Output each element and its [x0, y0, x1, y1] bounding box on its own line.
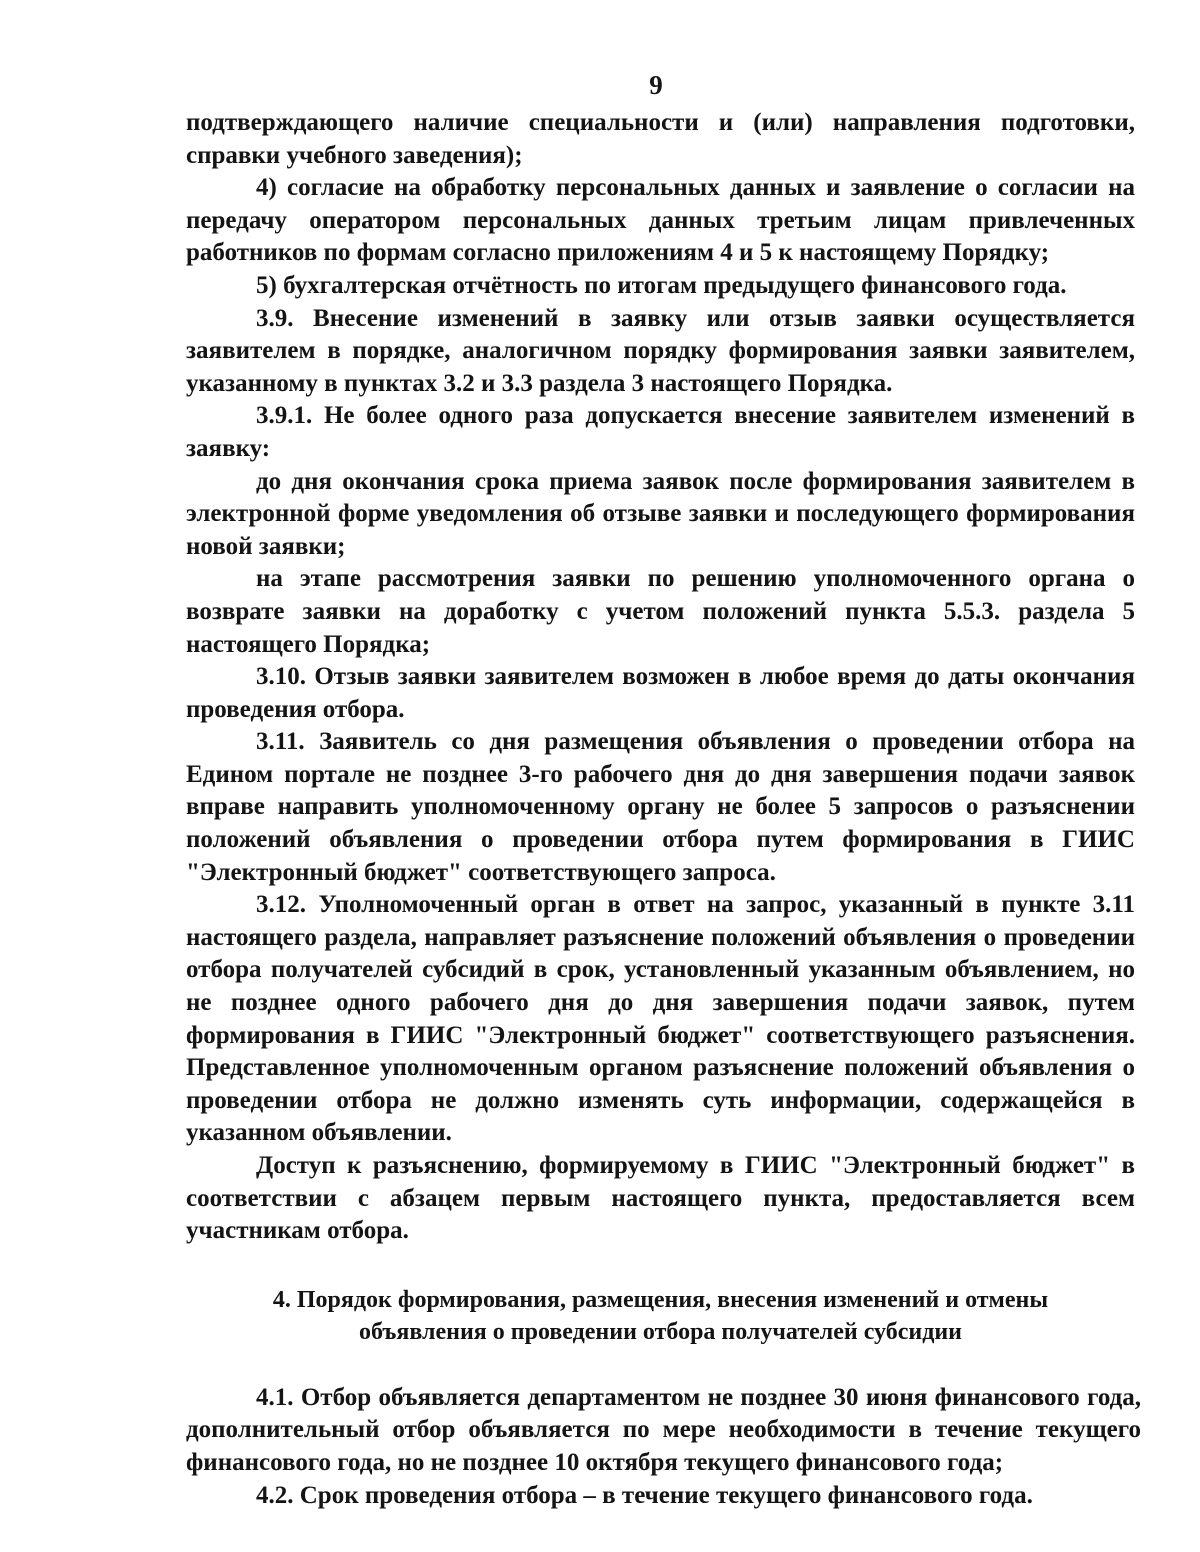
paragraph: 3.11. Заявитель со дня размещения объявления о проведении отбора на Едином портале не позднее 3-го рабочего дня до дня завершения подачи заявок вправе направить уполномоченному органу не более 5 запросов о разъяснении положений объявления о проведении отбора путем формирования в ГИИС "Электронный бюджет" соответствующего запроса. — [186, 728, 1135, 886]
paragraph: 3.12. Уполномоченный орган в ответ на запрос, указанный в пункте 3.11 настоящего раздела, направляет разъяснение положений объявления о проведении отбора получателей субсидий в срок, установленный указанным объявлением, но не позднее одного рабочего дня до дня завершения подачи заявок, путем формирования в ГИИС "Электронный бюджет" соответствующего разъяснения. Представленное уполномоченным органом разъяснение положений объявления о проведении отбора не должно изменять суть информации, содержащейся в указанном объявлении. — [186, 891, 1135, 1147]
paragraph: 3.9. Внесение изменений в заявку или отзыв заявки осуществляется заявителем в порядке, аналогичном порядку формирования заявки заявителем, указанному в пунктах 3.2 и 3.3 раздела 3 настоящего Порядка. — [186, 304, 1135, 397]
paragraph: подтверждающего наличие специальности и (или) направления подготовки, справки учебного заведения); — [186, 109, 1135, 169]
paragraph: Доступ к разъяснению, формируемому в ГИИС "Электронный бюджет" в соответствии с абзацем первым настоящего пункта, предоставляется всем участникам отбора. — [186, 1152, 1135, 1245]
section-title-line: 4. Порядок формирования, размещения, внесения изменений и отмены — [272, 1286, 1049, 1313]
paragraph: 3.9.1. Не более одного раза допускается внесение заявителем изменений в заявку: — [186, 402, 1135, 462]
paragraph: 3.10. Отзыв заявки заявителем возможен в любое время до даты окончания проведения отбора. — [186, 663, 1135, 723]
section-title-line: объявления о проведении отбора получателей субсидии — [358, 1318, 962, 1345]
paragraph: до дня окончания срока приема заявок после формирования заявителем в электронной форме уведомления об отзыве заявки и последующего формирования новой заявки; — [186, 467, 1135, 560]
section-title — [186, 1284, 1135, 1348]
spacer — [186, 1348, 1135, 1382]
paragraph: 4.1. Отбор объявляется департаментом не позднее 30 июня финансового года, дополнительный отбор объявляется по мере необходимости в течение текущего финансового года, но не позднее 10 октября текущего финансового года; — [186, 1383, 1141, 1476]
page-number: 9 — [649, 70, 663, 100]
paragraph: 4.2. Срок проведения отбора – в течение текущего финансового года. — [256, 1481, 1033, 1509]
paragraph: на этапе рассмотрения заявки по решению уполномоченного органа о возврате заявки на доработку с учетом положений пункта 5.5.3. раздела 5 настоящего Порядка; — [186, 565, 1135, 658]
document-body — [186, 107, 1141, 1512]
paragraph: 4) согласие на обработку персональных данных и заявление о согласии на передачу оператором персональных данных третьим лицам привлеченных работников по формам согласно приложениям 4 и 5 к настоящему Порядку; — [186, 174, 1135, 267]
section-body — [186, 1382, 1141, 1512]
paragraph: 5) бухгалтерская отчётность по итогам предыдущего финансового года. — [256, 271, 1067, 299]
